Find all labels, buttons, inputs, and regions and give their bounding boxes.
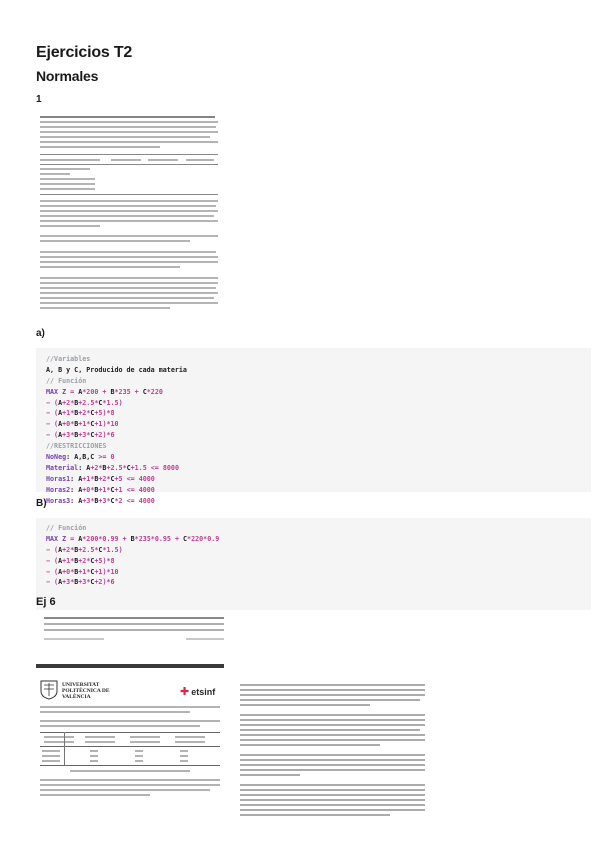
code-line <box>46 545 591 556</box>
code-token: A <box>58 398 63 407</box>
code-token: − ( <box>46 578 59 587</box>
code-token: * <box>70 578 75 587</box>
code-token: 3 <box>66 431 71 440</box>
code-token: B <box>110 387 115 396</box>
code-token: * <box>86 567 91 576</box>
code-token: 0 <box>110 453 115 462</box>
code-token: C <box>90 431 95 440</box>
exercise-6-label: Ej 6 <box>36 596 56 608</box>
code-token: * <box>70 545 75 554</box>
page-title: Ejercicios T2 <box>36 44 133 61</box>
code-token: )* <box>102 431 111 440</box>
code-token: * <box>70 567 75 576</box>
code-token: >= <box>98 453 111 462</box>
code-token: : A <box>70 474 83 483</box>
code-token: * <box>90 485 95 494</box>
code-token: + <box>62 567 67 576</box>
code-token: 2.5 <box>82 545 95 554</box>
code-token: B <box>74 545 79 554</box>
code-token: * <box>122 463 127 472</box>
code-line <box>46 523 591 534</box>
code-block-b <box>36 518 591 610</box>
code-token: + <box>62 578 67 587</box>
code-token: + <box>98 387 111 396</box>
school-logo: ✚ etsinf <box>180 686 216 698</box>
code-token: * <box>94 545 99 554</box>
code-token: 2 <box>66 545 71 554</box>
code-token: 0.99 <box>102 534 119 543</box>
code-token: )* <box>102 578 111 587</box>
code-token: C <box>110 496 115 505</box>
code-token: Horas3 <box>46 496 71 505</box>
code-token: 10 <box>110 567 119 576</box>
code-token: + <box>62 409 67 418</box>
code-token: * <box>86 556 91 565</box>
code-token: 1 <box>66 556 71 565</box>
code-token: 0 <box>66 420 71 429</box>
code-token: + <box>114 474 119 483</box>
code-line <box>46 485 591 496</box>
code-token: − ( <box>46 567 59 576</box>
divider <box>36 664 224 668</box>
code-token: B <box>130 534 135 543</box>
code-token: * <box>106 496 111 505</box>
code-token: 2 <box>94 463 99 472</box>
code-token: = <box>70 534 79 543</box>
code-token: C <box>90 567 95 576</box>
code-token: * <box>114 496 119 505</box>
code-token: 8000 <box>162 463 179 472</box>
code-token: * <box>114 387 119 396</box>
school-mark-icon: ✚ <box>180 686 190 698</box>
code-token: + <box>130 387 143 396</box>
code-token: * <box>70 556 75 565</box>
code-token: * <box>82 534 87 543</box>
code-token: + <box>94 578 99 587</box>
code-token: * <box>146 387 151 396</box>
code-token: * <box>134 534 139 543</box>
code-token: − ( <box>46 556 59 565</box>
code-line <box>46 474 591 485</box>
code-token: 3 <box>66 578 71 587</box>
code-token: B <box>74 431 79 440</box>
university-crest-icon <box>40 680 58 700</box>
code-token: //RESTRICCIONES <box>46 442 107 451</box>
code-token: )* <box>102 420 111 429</box>
code-token: Horas1 <box>46 474 71 483</box>
code-token: : A,B,C <box>66 453 99 462</box>
code-token: + <box>114 485 119 494</box>
code-token: //Variables <box>46 355 91 363</box>
code-token: * <box>90 474 95 483</box>
code-token: : A <box>70 485 83 494</box>
part-a-label: a) <box>36 328 45 339</box>
code-token: * <box>106 485 111 494</box>
code-token: * <box>106 474 111 483</box>
code-token: ) <box>118 398 123 407</box>
code-line <box>46 398 591 409</box>
code-token: // Función <box>46 524 87 532</box>
code-token: + <box>78 545 83 554</box>
code-token: * <box>90 496 95 505</box>
code-token: )* <box>102 567 111 576</box>
code-token: C <box>90 420 95 429</box>
code-token: + <box>106 463 111 472</box>
code-token: * <box>102 545 107 554</box>
code-line <box>46 567 591 578</box>
code-token: 2.5 <box>110 463 123 472</box>
code-token: 0.95 <box>154 534 171 543</box>
code-token: 2 <box>98 431 103 440</box>
code-token: B <box>102 463 107 472</box>
code-token: * <box>187 534 192 543</box>
code-token: + <box>62 398 67 407</box>
code-token: * <box>98 463 103 472</box>
code-token: * <box>86 420 91 429</box>
code-token: C <box>142 387 147 396</box>
code-token: B <box>94 474 99 483</box>
code-token: MAX Z <box>46 534 71 543</box>
code-token: + <box>98 485 103 494</box>
code-token: + <box>78 409 83 418</box>
code-token: + <box>78 567 83 576</box>
code-token: 0.9 <box>207 534 220 543</box>
code-token: * <box>70 409 75 418</box>
code-token: + <box>94 556 99 565</box>
code-token: + <box>94 409 99 418</box>
code-token: 4000 <box>138 485 155 494</box>
code-token: 1 <box>66 409 71 418</box>
code-token: + <box>94 420 99 429</box>
code-token: 220 <box>150 387 163 396</box>
code-token: + <box>94 431 99 440</box>
code-line <box>46 365 591 376</box>
code-token: + <box>62 545 67 554</box>
code-token: 1 <box>98 567 103 576</box>
code-token: <= <box>122 474 139 483</box>
code-token: + <box>118 534 131 543</box>
code-token: C <box>110 474 115 483</box>
code-token: + <box>82 485 87 494</box>
code-token: B <box>74 409 79 418</box>
code-token: 1 <box>82 567 87 576</box>
exercise-6-document-image <box>40 680 430 845</box>
code-line <box>46 387 591 398</box>
exercise-1-label: 1 <box>36 94 42 105</box>
code-token: * <box>150 534 155 543</box>
code-token: + <box>78 556 83 565</box>
code-token: B <box>74 578 79 587</box>
code-token: B <box>94 485 99 494</box>
code-token: C <box>126 463 131 472</box>
code-token: + <box>78 398 83 407</box>
code-token: + <box>82 474 87 483</box>
code-token: 3 <box>82 431 87 440</box>
code-token: A <box>58 420 63 429</box>
code-line <box>46 408 591 419</box>
code-token: 1 <box>118 485 123 494</box>
code-token: 3 <box>82 578 87 587</box>
code-token: − ( <box>46 398 59 407</box>
part-b-label: B) <box>36 498 47 509</box>
code-token: C <box>110 485 115 494</box>
code-token: 2 <box>82 409 87 418</box>
code-token: + <box>170 534 184 543</box>
code-line <box>46 556 591 567</box>
code-token: C <box>90 409 95 418</box>
code-token: * <box>86 409 91 418</box>
code-token: 1 <box>102 485 107 494</box>
code-line <box>46 463 591 474</box>
code-token: 1.5 <box>106 398 119 407</box>
code-token: ) <box>118 545 123 554</box>
code-token: MAX Z <box>46 387 71 396</box>
code-token: B <box>74 567 79 576</box>
university-name: UNIVERSITAT POLITÈCNICA DE VALÈNCIA <box>62 682 110 700</box>
code-token: 1.5 <box>106 545 119 554</box>
page-subtitle: Normales <box>36 68 99 84</box>
code-token: 4000 <box>138 496 155 505</box>
code-line <box>46 419 591 430</box>
code-token: A <box>78 534 83 543</box>
code-token: <= <box>146 463 163 472</box>
code-token: 2 <box>66 398 71 407</box>
code-token: // Función <box>46 376 87 385</box>
code-token: 220 <box>191 534 204 543</box>
code-token: A <box>58 556 63 565</box>
code-token: 5 <box>98 556 103 565</box>
code-token: NoNeg <box>46 453 67 462</box>
code-line <box>46 441 591 452</box>
code-token: : A <box>70 496 83 505</box>
code-token: 2.5 <box>82 398 95 407</box>
code-block-a <box>36 348 591 505</box>
code-token: Horas2 <box>46 485 71 494</box>
code-token: )* <box>102 409 111 418</box>
code-token: 4000 <box>138 474 155 483</box>
code-token: + <box>98 496 103 505</box>
code-token: + <box>94 567 99 576</box>
code-token: + <box>78 420 83 429</box>
code-token: − ( <box>46 409 59 418</box>
code-token: C <box>90 578 95 587</box>
code-token: <= <box>122 496 139 505</box>
code-token: 200 <box>86 387 99 396</box>
code-token: B <box>74 398 79 407</box>
code-token: A, B y C, Producido de cada materia <box>46 365 187 374</box>
code-token: * <box>98 534 103 543</box>
code-line <box>46 430 591 441</box>
code-token: A <box>58 409 63 418</box>
code-token: + <box>130 463 135 472</box>
code-token: A <box>58 431 63 440</box>
code-token: 6 <box>110 431 115 440</box>
code-token: B <box>74 556 79 565</box>
code-token: 1 <box>86 474 91 483</box>
code-token: * <box>70 431 75 440</box>
code-token: B <box>94 496 99 505</box>
code-token: 8 <box>110 556 115 565</box>
code-token: A <box>58 567 63 576</box>
code-token: C <box>90 556 95 565</box>
code-token: + <box>78 578 83 587</box>
code-token: + <box>82 496 87 505</box>
code-token: B <box>74 420 79 429</box>
code-token: 3 <box>102 496 107 505</box>
code-token: )* <box>102 556 111 565</box>
code-token: * <box>94 398 99 407</box>
code-token: A <box>78 387 83 396</box>
code-token: 2 <box>98 578 103 587</box>
code-token: 1 <box>98 420 103 429</box>
exercise-1-scan-image <box>36 110 226 330</box>
code-token: 5 <box>98 409 103 418</box>
code-token: − ( <box>46 545 59 554</box>
code-token: 0 <box>86 485 91 494</box>
code-line <box>46 376 591 387</box>
code-line <box>46 534 591 545</box>
code-token: A <box>58 578 63 587</box>
code-line <box>46 452 591 463</box>
code-token: + <box>62 420 67 429</box>
code-token: * <box>203 534 208 543</box>
code-token: C <box>98 545 103 554</box>
code-token: − ( <box>46 431 59 440</box>
code-token: C <box>183 534 188 543</box>
code-token: 10 <box>110 420 119 429</box>
code-token: <= <box>122 485 139 494</box>
exercise-6-scan-image <box>36 614 226 650</box>
code-token: 5 <box>118 474 123 483</box>
code-token: 6 <box>110 578 115 587</box>
code-token: 200 <box>86 534 99 543</box>
code-token: 8 <box>110 409 115 418</box>
code-token: 0 <box>66 567 71 576</box>
code-token: C <box>98 398 103 407</box>
code-line <box>46 577 591 588</box>
code-token: + <box>98 474 103 483</box>
code-token: : A <box>78 463 91 472</box>
code-token: * <box>102 398 107 407</box>
code-token: − ( <box>46 420 59 429</box>
code-token: * <box>82 387 87 396</box>
code-line <box>46 354 591 365</box>
code-token: * <box>70 398 75 407</box>
code-token: + <box>62 431 67 440</box>
code-token: 235 <box>118 387 131 396</box>
code-token: 1.5 <box>134 463 147 472</box>
code-token: 235 <box>138 534 151 543</box>
code-token: 3 <box>86 496 91 505</box>
code-token: * <box>70 420 75 429</box>
code-token: 2 <box>118 496 123 505</box>
code-token: + <box>78 431 83 440</box>
code-token: * <box>86 431 91 440</box>
code-token: + <box>62 556 67 565</box>
code-token: 2 <box>82 556 87 565</box>
code-token: = <box>70 387 79 396</box>
code-token: + <box>90 463 95 472</box>
code-token: 2 <box>102 474 107 483</box>
code-token: 1 <box>82 420 87 429</box>
code-token: A <box>58 545 63 554</box>
code-token: * <box>86 578 91 587</box>
code-token: Material <box>46 463 79 472</box>
code-line <box>46 496 591 507</box>
